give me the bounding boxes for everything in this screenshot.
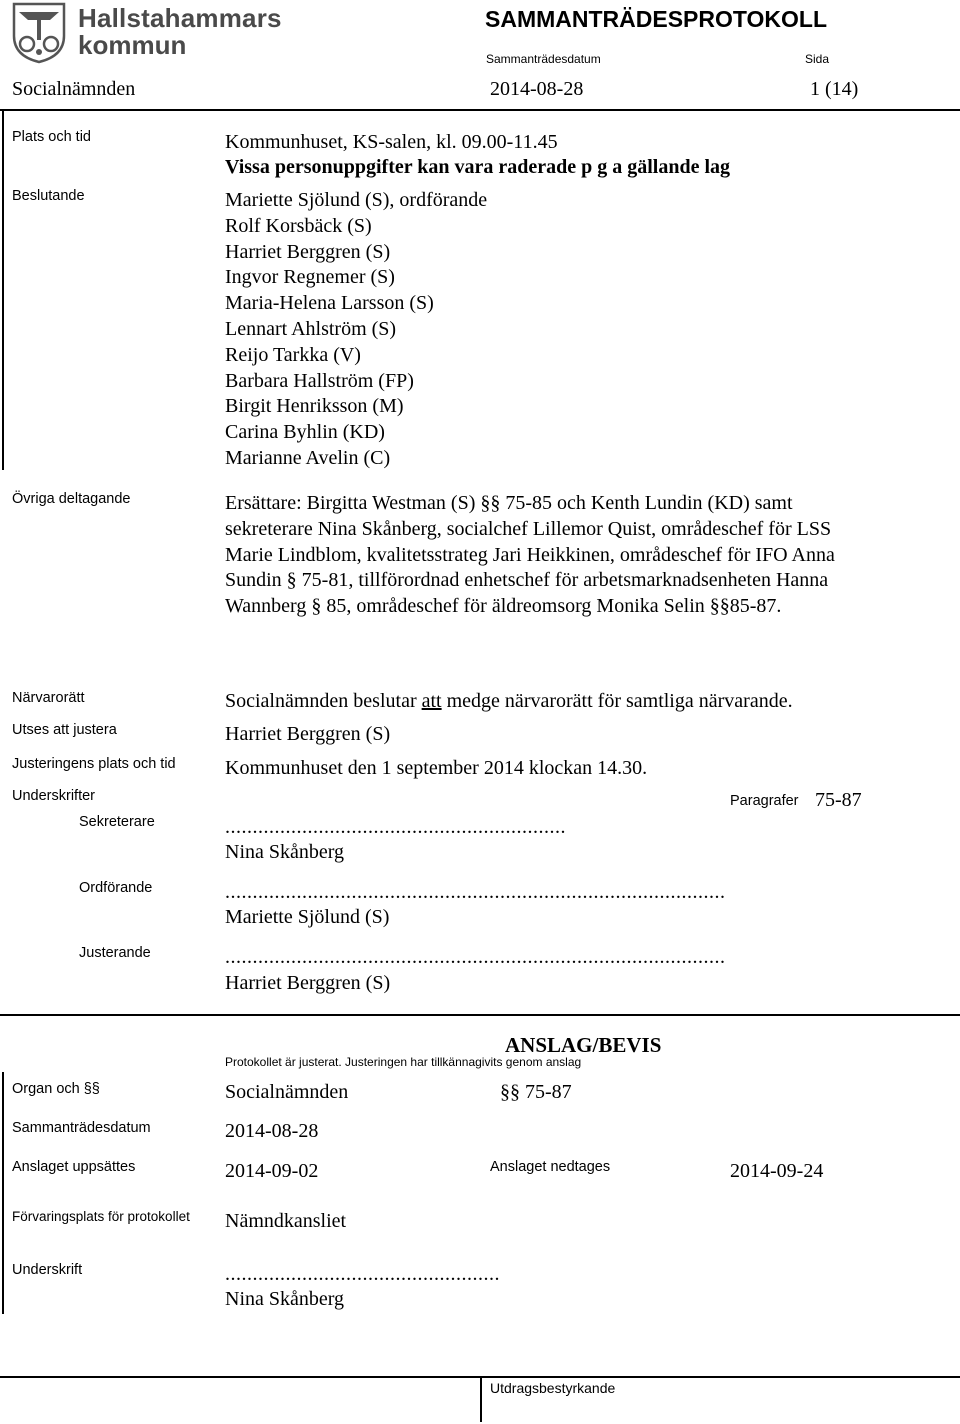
logo-line-2: kommun bbox=[78, 30, 187, 60]
member: Carina Byhlin (KD) bbox=[225, 421, 385, 444]
others-label: Övriga deltagande bbox=[12, 491, 131, 507]
notice-signature-label: Underskrift bbox=[12, 1262, 83, 1278]
paragraphs-label: Paragrafer bbox=[730, 793, 799, 809]
others-line: sekreterare Nina Skånberg, socialchef Lillemor Quist, områdeschef för LSS bbox=[225, 517, 832, 540]
left-bar-top bbox=[2, 110, 4, 470]
organ-paragraphs: §§ 75-87 bbox=[500, 1081, 572, 1103]
others-line: Ersättare: Birgitta Westman (S) §§ 75-85 och Kenth Lundin (KD) samt bbox=[225, 492, 793, 514]
extract-label: Utdragsbestyrkande bbox=[490, 1380, 616, 1396]
organ-label: Organ och §§ bbox=[12, 1081, 100, 1097]
adjust-value: Harriet Berggren (S) bbox=[225, 723, 391, 745]
notice-divider bbox=[0, 1014, 960, 1016]
notice-signature-line[interactable]: .................................................. bbox=[225, 1263, 500, 1285]
posted-date: 2014-09-02 bbox=[225, 1160, 319, 1182]
adjuster-name: Harriet Berggren (S) bbox=[225, 972, 391, 994]
footer-vertical bbox=[480, 1376, 482, 1422]
chair-name: Mariette Sjölund (S) bbox=[225, 906, 390, 928]
chair-signature-line[interactable]: ........................................................................................... bbox=[225, 881, 726, 903]
meeting-date: 2014-08-28 bbox=[490, 78, 584, 100]
member: Mariette Sjölund (S), ordförande bbox=[225, 189, 488, 211]
member: Rolf Korsbäck (S) bbox=[225, 214, 372, 237]
meeting-date-label: Sammanträdesdatum bbox=[12, 1120, 151, 1136]
chair-label: Ordförande bbox=[79, 880, 153, 896]
members-list bbox=[225, 188, 487, 472]
secretary-label: Sekreterare bbox=[79, 814, 155, 830]
adjust-label: Utses att justera bbox=[12, 722, 117, 738]
notice-title: ANSLAG/BEVIS bbox=[505, 1033, 662, 1057]
left-bar-notice bbox=[2, 1072, 4, 1314]
paragraphs-value: 75-87 bbox=[815, 789, 862, 811]
logo bbox=[10, 2, 280, 64]
logo-line-1: Hallstahammars bbox=[78, 3, 282, 33]
deciding-label: Beslutande bbox=[12, 188, 85, 204]
place-label: Plats och tid bbox=[12, 129, 91, 145]
member: Reijo Tarkka (V) bbox=[225, 343, 361, 366]
posted-label: Anslaget uppsättes bbox=[12, 1159, 136, 1175]
member: Birgit Henriksson (M) bbox=[225, 395, 404, 418]
page-caption: Sida bbox=[805, 52, 830, 66]
adjust-place-value: Kommunhuset den 1 september 2014 klockan 14.30. bbox=[225, 757, 648, 779]
presence-text-before: Socialnämnden beslutar bbox=[225, 690, 422, 712]
others-line: Marie Lindblom, kvalitetsstrateg Jari Heikkinen, områdeschef för IFO Anna bbox=[225, 543, 835, 566]
adjuster-signature-line[interactable]: ........................................................................................... bbox=[225, 946, 726, 968]
notice-signature-name: Nina Skånberg bbox=[225, 1288, 345, 1310]
document-title: SAMMANTRÄDESPROTOKOLL bbox=[485, 6, 828, 32]
secretary-signature-line[interactable]: .............................................................. bbox=[225, 816, 566, 838]
member: Ingvor Regnemer (S) bbox=[225, 266, 395, 289]
member: Lennart Ahlström (S) bbox=[225, 317, 397, 340]
place-value: Kommunhuset, KS-salen, kl. 09.00-11.45 bbox=[225, 131, 558, 153]
page-number: 1 (14) bbox=[810, 78, 859, 100]
date-caption: Sammanträdesdatum bbox=[486, 52, 601, 66]
presence-text-after: medge närvarorätt för samtliga närvarande. bbox=[441, 690, 793, 712]
presence-att: att bbox=[421, 690, 442, 712]
others-text bbox=[225, 491, 835, 620]
others-line: Wannberg § 85, områdeschef för äldreomsorg Monika Selin §§85-87. bbox=[225, 595, 782, 618]
member: Barbara Hallström (FP) bbox=[225, 369, 414, 392]
others-line: Sundin § 75-81, tillförordnad enhetschef för arbetsmarknadsenheten Hanna bbox=[225, 569, 829, 592]
notice-subtitle: Protokollet är justerat. Justeringen har tillkännagivits genom anslag bbox=[225, 1055, 582, 1069]
adjuster-label: Justerande bbox=[79, 945, 151, 961]
adjust-place-label: Justeringens plats och tid bbox=[12, 756, 176, 772]
storage-label: Förvaringsplats för protokollet bbox=[12, 1209, 190, 1224]
removed-label: Anslaget nedtages bbox=[490, 1159, 611, 1175]
storage-value: Nämndkansliet bbox=[225, 1210, 347, 1232]
secretary-name: Nina Skånberg bbox=[225, 841, 345, 863]
member: Harriet Berggren (S) bbox=[225, 240, 391, 263]
signatures-label: Underskrifter bbox=[12, 788, 95, 804]
privacy-note: Vissa personuppgifter kan vara raderade p g a gällande lag bbox=[225, 156, 731, 178]
presence-decision bbox=[225, 690, 793, 713]
header-divider bbox=[0, 109, 960, 111]
coat-of-arms-icon bbox=[10, 2, 68, 64]
organ-value: Socialnämnden bbox=[225, 1081, 349, 1103]
committee-name: Socialnämnden bbox=[12, 78, 136, 100]
member: Maria-Helena Larsson (S) bbox=[225, 292, 434, 315]
member: Marianne Avelin (C) bbox=[225, 446, 391, 469]
removed-date: 2014-09-24 bbox=[730, 1160, 824, 1182]
presence-label: Närvarorätt bbox=[12, 690, 85, 706]
meeting-date-value: 2014-08-28 bbox=[225, 1120, 319, 1142]
